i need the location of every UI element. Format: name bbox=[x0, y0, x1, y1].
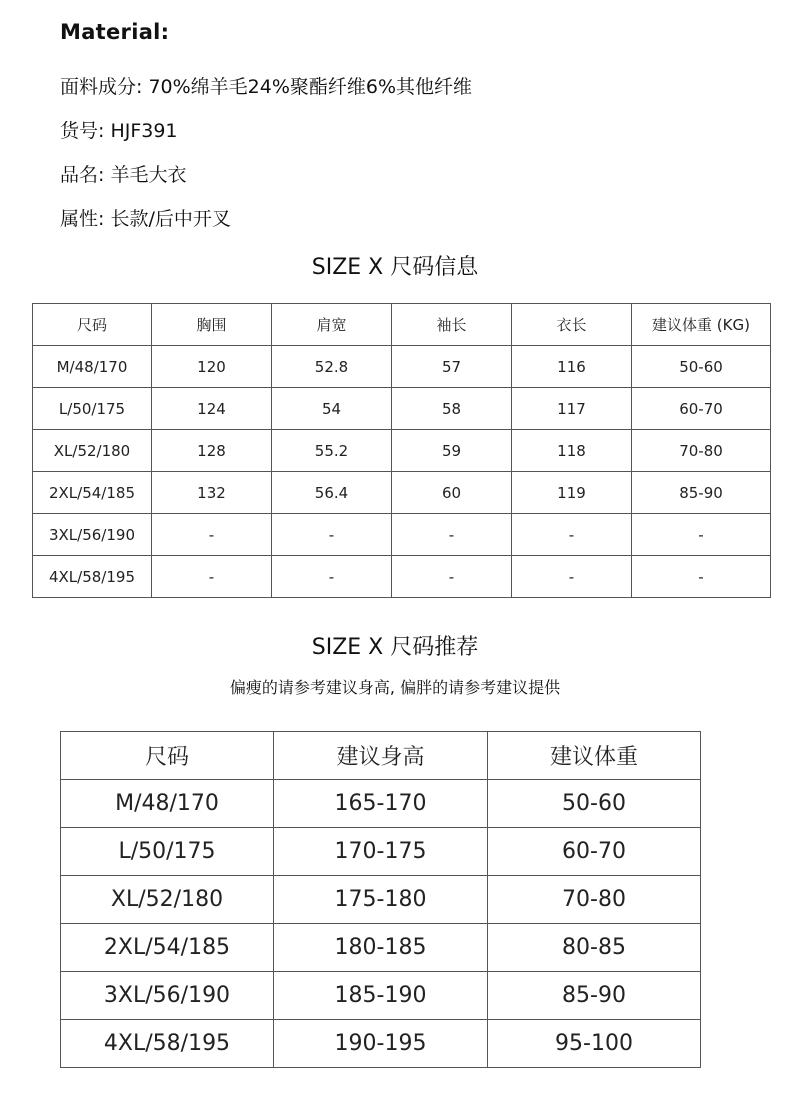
table-row bbox=[33, 472, 771, 514]
table-cell: 124 bbox=[152, 388, 272, 430]
header-weight: 建议体重 bbox=[488, 732, 701, 780]
table-row bbox=[61, 828, 701, 876]
table-cell: L/50/175 bbox=[61, 828, 274, 876]
product-attributes: 属性: 长款/后中开叉 bbox=[60, 208, 231, 230]
table-cell: - bbox=[152, 556, 272, 598]
table-header-row bbox=[33, 304, 771, 346]
table-cell: - bbox=[272, 514, 392, 556]
table-cell: 59 bbox=[392, 430, 512, 472]
table-cell: M/48/170 bbox=[33, 346, 152, 388]
table-cell: XL/52/180 bbox=[33, 430, 152, 472]
table-cell: 132 bbox=[152, 472, 272, 514]
table-row bbox=[61, 924, 701, 972]
table-cell: 165-170 bbox=[274, 780, 488, 828]
table-cell: 56.4 bbox=[272, 472, 392, 514]
table-cell: 70-80 bbox=[488, 876, 701, 924]
table-cell: 118 bbox=[512, 430, 632, 472]
table-row bbox=[33, 514, 771, 556]
table-row bbox=[33, 430, 771, 472]
table-cell: 60-70 bbox=[488, 828, 701, 876]
item-number: 货号: HJF391 bbox=[60, 120, 178, 142]
header-size: 尺码 bbox=[61, 732, 274, 780]
table-cell: - bbox=[392, 556, 512, 598]
size-info-title: SIZE X 尺码信息 bbox=[311, 255, 479, 280]
table-cell: 170-175 bbox=[274, 828, 488, 876]
table-cell: 119 bbox=[512, 472, 632, 514]
table-cell: L/50/175 bbox=[33, 388, 152, 430]
table-row bbox=[33, 556, 771, 598]
table-cell: 3XL/56/190 bbox=[61, 972, 274, 1020]
table-cell: 60-70 bbox=[632, 388, 771, 430]
table-cell: 58 bbox=[392, 388, 512, 430]
table-cell: 128 bbox=[152, 430, 272, 472]
material-heading: Material: bbox=[60, 20, 170, 44]
table-cell: 175-180 bbox=[274, 876, 488, 924]
size-recommend-title: SIZE X 尺码推荐 bbox=[311, 635, 479, 660]
size-info-table bbox=[32, 303, 771, 598]
table-row bbox=[61, 1020, 701, 1068]
table-cell: 50-60 bbox=[488, 780, 701, 828]
size-recommend-table bbox=[60, 731, 701, 1068]
size-recommend-note: 偏瘦的请参考建议身高, 偏胖的请参考建议提供 bbox=[229, 678, 561, 697]
table-cell: XL/52/180 bbox=[61, 876, 274, 924]
table-header-row bbox=[61, 732, 701, 780]
table-cell: M/48/170 bbox=[61, 780, 274, 828]
table-cell: 60 bbox=[392, 472, 512, 514]
table-cell: - bbox=[392, 514, 512, 556]
table-row bbox=[33, 388, 771, 430]
table-cell: 2XL/54/185 bbox=[33, 472, 152, 514]
table-cell: 55.2 bbox=[272, 430, 392, 472]
table-cell: 120 bbox=[152, 346, 272, 388]
table-cell: 52.8 bbox=[272, 346, 392, 388]
fabric-composition: 面料成分: 70%绵羊毛24%聚酯纤维6%其他纤维 bbox=[60, 76, 473, 98]
table-cell: 54 bbox=[272, 388, 392, 430]
table-cell: 50-60 bbox=[632, 346, 771, 388]
header-weight: 建议体重 (KG) bbox=[632, 304, 771, 346]
table-cell: 2XL/54/185 bbox=[61, 924, 274, 972]
table-cell: 180-185 bbox=[274, 924, 488, 972]
header-sleeve: 袖长 bbox=[392, 304, 512, 346]
table-cell: - bbox=[272, 556, 392, 598]
table-row bbox=[61, 780, 701, 828]
table-cell: 57 bbox=[392, 346, 512, 388]
table-cell: - bbox=[632, 514, 771, 556]
header-chest: 胸围 bbox=[152, 304, 272, 346]
table-row bbox=[61, 876, 701, 924]
header-shoulder: 肩宽 bbox=[272, 304, 392, 346]
table-cell: 185-190 bbox=[274, 972, 488, 1020]
table-cell: 116 bbox=[512, 346, 632, 388]
table-cell: - bbox=[512, 514, 632, 556]
product-name: 品名: 羊毛大衣 bbox=[60, 164, 187, 186]
table-cell: - bbox=[152, 514, 272, 556]
table-cell: 70-80 bbox=[632, 430, 771, 472]
table-cell: 3XL/56/190 bbox=[33, 514, 152, 556]
table-cell: 95-100 bbox=[488, 1020, 701, 1068]
table-cell: 85-90 bbox=[632, 472, 771, 514]
table-cell: 4XL/58/195 bbox=[61, 1020, 274, 1068]
table-cell: 85-90 bbox=[488, 972, 701, 1020]
table-cell: 117 bbox=[512, 388, 632, 430]
table-cell: 190-195 bbox=[274, 1020, 488, 1068]
header-size: 尺码 bbox=[33, 304, 152, 346]
header-length: 衣长 bbox=[512, 304, 632, 346]
table-cell: 80-85 bbox=[488, 924, 701, 972]
table-cell: - bbox=[512, 556, 632, 598]
table-row bbox=[33, 346, 771, 388]
table-cell: 4XL/58/195 bbox=[33, 556, 152, 598]
table-row bbox=[61, 972, 701, 1020]
table-cell: - bbox=[632, 556, 771, 598]
header-height: 建议身高 bbox=[274, 732, 488, 780]
